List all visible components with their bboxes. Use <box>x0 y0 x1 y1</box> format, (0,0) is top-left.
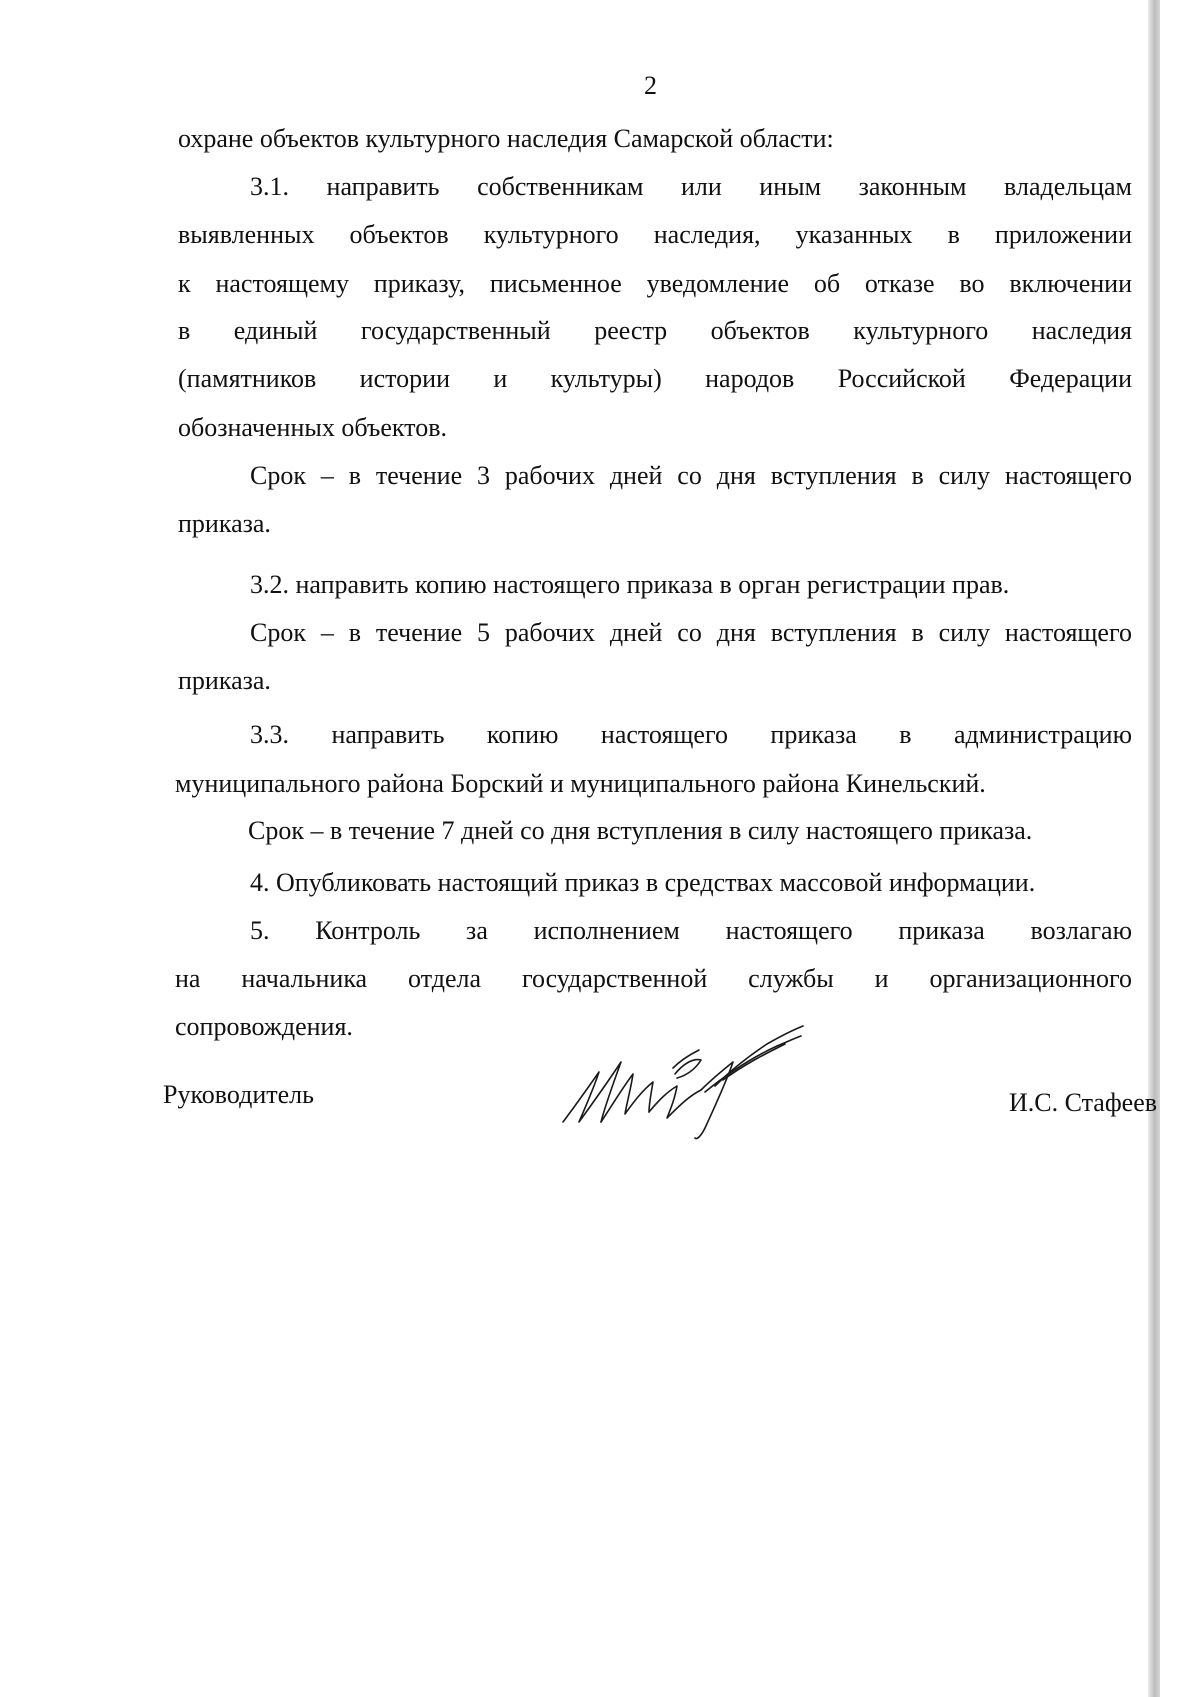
handwritten-signature <box>555 1010 815 1140</box>
text-line: 3.2. направить копию настоящего приказа в орган регистрации прав. <box>250 570 1010 599</box>
text-line: муниципального района Борский и муниципального района Кинельский. <box>175 769 986 798</box>
signatory-title: Руководитель <box>163 1080 314 1109</box>
text-line: (памятников истории и культуры) народов Российской Федерации <box>178 364 1132 393</box>
text-line: 3.1. направить собственникам или иным законным владельцам <box>250 172 1132 201</box>
signatory-name: И.С. Стафеев <box>1009 1088 1158 1117</box>
text-line: 4. Опубликовать настоящий приказ в средствах массовой информации. <box>250 868 1036 897</box>
text-line: 5. Контроль за исполнением настоящего приказа возлагаю <box>250 916 1132 945</box>
page-number: 2 <box>644 71 657 100</box>
text-line: охране объектов культурного наследия Самарской области: <box>178 124 834 153</box>
text-line: обозначенных объектов. <box>178 413 447 442</box>
text-line: Срок – в течение 7 дней со дня вступления в силу настоящего приказа. <box>248 816 1033 845</box>
text-line: Срок – в течение 5 рабочих дней со дня вступления в силу настоящего <box>250 618 1132 647</box>
text-line: к настоящему приказу, письменное уведомление об отказе во включении <box>178 269 1132 298</box>
text-line: 3.3. направить копию настоящего приказа в администрацию <box>250 720 1132 749</box>
text-line: приказа. <box>178 509 271 538</box>
text-line: в единый государственный реестр объектов культурного наследия <box>178 316 1132 345</box>
text-line: Срок – в течение 3 рабочих дней со дня вступления в силу настоящего <box>250 461 1132 490</box>
text-line: приказа. <box>178 666 271 695</box>
text-line: на начальника отдела государственной службы и организационного <box>175 964 1132 993</box>
scan-page-edge <box>1148 0 1160 1697</box>
text-line: сопровождения. <box>175 1012 353 1041</box>
text-line: выявленных объектов культурного наследия, указанных в приложении <box>178 220 1132 249</box>
